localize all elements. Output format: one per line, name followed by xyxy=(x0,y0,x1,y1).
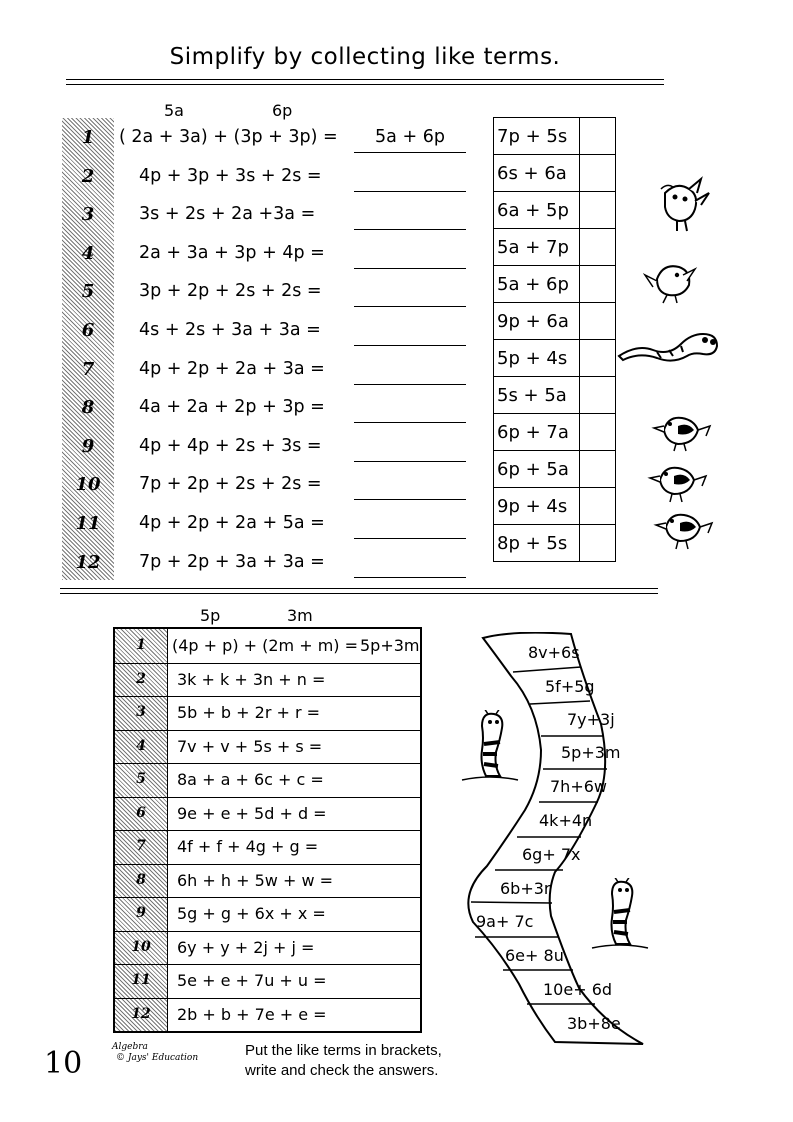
expression: 6h + h + 5w + w = xyxy=(177,870,334,890)
check-box[interactable] xyxy=(580,451,616,488)
row-number: 8 xyxy=(115,864,168,898)
expression: 4s + 2s + 3a + 3a = xyxy=(139,320,321,340)
row-number: 2 xyxy=(115,663,168,697)
row-number: 4 xyxy=(115,730,168,764)
instruction-line: Put the like terms in brackets, xyxy=(245,1042,442,1059)
answer-bank-row xyxy=(494,303,616,340)
bird-icon xyxy=(646,458,708,504)
answer-bank-row xyxy=(494,451,616,488)
row-number: 12 xyxy=(115,998,168,1032)
section-divider xyxy=(60,588,658,594)
snake-answer: 6e+ 8u xyxy=(505,946,564,965)
row-number: 3 xyxy=(81,204,95,226)
answer-bank-table xyxy=(493,117,616,562)
table-row xyxy=(115,830,420,865)
table-row xyxy=(115,964,420,999)
answer-bank-row xyxy=(494,229,616,266)
expression: 8a + a + 6c + c = xyxy=(177,770,324,789)
answer-line[interactable] xyxy=(354,229,466,230)
expression: 4a + 2a + 2p + 3p = xyxy=(139,397,325,418)
check-box[interactable] xyxy=(580,155,616,192)
answer-bank-row xyxy=(494,525,616,562)
table-row xyxy=(115,897,420,932)
worm-icon xyxy=(590,878,650,954)
answer-line[interactable] xyxy=(354,461,466,462)
expression: 4p + 4p + 2s + 3s = xyxy=(139,435,322,456)
expression: 7p + 2p + 2s + 2s = xyxy=(139,474,322,495)
instruction-line: write and check the answers. xyxy=(245,1062,439,1079)
answer-line[interactable] xyxy=(354,306,466,307)
row-number: 10 xyxy=(115,931,168,965)
check-box[interactable] xyxy=(580,229,616,266)
answer-line[interactable] xyxy=(354,422,466,423)
answer-bank-row xyxy=(494,266,616,303)
expression: 4p + 2p + 2a + 3a = xyxy=(139,358,325,379)
page-number: 10 xyxy=(44,1046,83,1081)
answer-bank-item: 6s + 6a xyxy=(494,155,580,192)
hint-term: 6p xyxy=(272,101,293,120)
snake-answer: 6b+3r xyxy=(500,879,551,898)
table-row xyxy=(115,763,420,798)
check-box[interactable] xyxy=(580,303,616,340)
check-box[interactable] xyxy=(580,118,616,155)
row-number: 11 xyxy=(115,964,168,998)
row-number: 7 xyxy=(81,358,95,380)
row-number: 11 xyxy=(75,513,101,534)
page-title: Simplify by collecting like terms. xyxy=(169,44,561,70)
expression: 7p + 2p + 3a + 3a = xyxy=(139,551,325,572)
expression: 9e + e + 5d + d = xyxy=(177,803,327,823)
answer-line[interactable] xyxy=(354,384,466,385)
answer-bank-item: 9p + 6a xyxy=(494,303,580,340)
title-divider xyxy=(66,79,664,85)
table-row xyxy=(115,998,420,1032)
check-box[interactable] xyxy=(580,192,616,229)
hint-term: 5a xyxy=(164,101,184,120)
instructions xyxy=(245,1041,442,1081)
exercise-table-2 xyxy=(113,627,422,1033)
row-number: 10 xyxy=(75,474,101,496)
credit-line: Algebra xyxy=(112,1042,148,1052)
snake-answer: 4k+4n xyxy=(539,811,593,830)
answer-bank-item: 6p + 7a xyxy=(494,414,580,451)
snake-answer: 6g+ 7x xyxy=(522,845,581,864)
check-box[interactable] xyxy=(580,377,616,414)
hint-term: 5p xyxy=(200,606,221,625)
row-number: 3 xyxy=(115,696,168,730)
snake-answer: 8v+6s xyxy=(528,643,580,662)
row-number: 6 xyxy=(115,797,168,831)
snake-answer: 7y+3j xyxy=(567,710,615,729)
table-row xyxy=(115,730,420,765)
row-number: 5 xyxy=(115,763,168,797)
table-row xyxy=(115,931,420,966)
expression: 4p + 2p + 2a + 5a = xyxy=(139,513,325,533)
answer-bank-row xyxy=(494,155,616,192)
expression: 7v + v + 5s + s = xyxy=(177,736,323,756)
expression: 5b + b + 2r + r = xyxy=(177,703,321,722)
answer-bank-item: 6a + 5p xyxy=(494,192,580,229)
hint-term: 3m xyxy=(287,606,313,625)
answer-bank-item: 5p + 4s xyxy=(494,340,580,377)
check-box[interactable] xyxy=(580,414,616,451)
snake-answer: 5f+5g xyxy=(545,677,595,696)
expression: ( 2a + 3a) + (3p + 3p) = xyxy=(119,127,338,147)
answer-bank-row xyxy=(494,488,616,525)
row-number: 2 xyxy=(81,165,95,187)
snake-answer: 7h+6w xyxy=(550,777,607,796)
bird-icon xyxy=(650,408,712,452)
snake-answer: 10e+ 6d xyxy=(543,980,613,999)
answer-bank-item: 7p + 5s xyxy=(494,118,580,155)
row-number: 1 xyxy=(115,629,168,663)
bird-icon xyxy=(652,505,714,551)
expression: 4f + f + 4g + g = xyxy=(177,837,319,856)
expression: 5g + g + 6x + x = xyxy=(177,904,326,923)
row-number: 1 xyxy=(81,127,95,148)
answer-text: 5a + 6p xyxy=(375,127,445,147)
row-number: 7 xyxy=(115,830,168,864)
worm-icon xyxy=(460,710,520,786)
answer-line[interactable] xyxy=(354,345,466,346)
answer-line[interactable] xyxy=(354,152,466,153)
expression: (4p + p) + (2m + m) = xyxy=(172,636,359,655)
row-number: 8 xyxy=(81,397,95,419)
answer-bank-item: 6p + 5a xyxy=(494,451,580,488)
answer-bank-item: 8p + 5s xyxy=(494,525,580,562)
answer-bank-row xyxy=(494,118,616,155)
row-number: 6 xyxy=(81,320,95,341)
answer-line[interactable] xyxy=(354,577,466,578)
number-column xyxy=(62,118,114,580)
expression: 3p + 2p + 2s + 2s = xyxy=(139,281,322,302)
row-number: 9 xyxy=(115,897,168,931)
answer-bank-row xyxy=(494,192,616,229)
snake-answer: 5p+3m xyxy=(561,743,621,762)
answer-bank-row xyxy=(494,377,616,414)
expression: 6y + y + 2j + j = xyxy=(177,937,315,957)
answer-line[interactable] xyxy=(354,191,466,192)
answer-bank-row xyxy=(494,340,616,377)
row-number: 9 xyxy=(81,435,95,457)
expression: 3k + k + 3n + n = xyxy=(177,669,326,689)
credit-line: © Jays' Education xyxy=(116,1053,199,1063)
answer-bank-item: 5a + 7p xyxy=(494,229,580,266)
check-box[interactable] xyxy=(580,340,616,377)
expression: 2a + 3a + 3p + 4p = xyxy=(139,242,325,263)
answer-line[interactable] xyxy=(354,268,466,269)
row-number: 5 xyxy=(81,281,95,303)
expression: 2b + b + 7e + e = xyxy=(177,1004,327,1024)
chick-icon xyxy=(655,175,715,235)
answer-bank-item: 5a + 6p xyxy=(494,266,580,303)
answer-line[interactable] xyxy=(354,499,466,500)
check-box[interactable] xyxy=(580,488,616,525)
answer-cell[interactable]: 5p+3m xyxy=(360,636,420,655)
table-row xyxy=(115,663,420,698)
expression: 5e + e + 7u + u = xyxy=(177,971,327,990)
credit xyxy=(112,1042,198,1064)
table-row xyxy=(115,629,420,664)
worm-icon xyxy=(617,322,722,364)
check-box[interactable] xyxy=(580,525,616,562)
row-number: 4 xyxy=(81,242,95,264)
answer-line[interactable] xyxy=(354,538,466,539)
table-row xyxy=(115,864,420,899)
expression: 3s + 2s + 2a +3a = xyxy=(139,204,316,225)
snake-answer: 3b+8e xyxy=(567,1014,621,1033)
answer-bank-item: 9p + 4s xyxy=(494,488,580,525)
row-number: 12 xyxy=(75,551,101,573)
snake-answer: 9a+ 7c xyxy=(476,912,534,931)
table-row xyxy=(115,696,420,731)
check-box[interactable] xyxy=(580,266,616,303)
expression: 4p + 3p + 3s + 2s = xyxy=(139,165,322,186)
bird-icon xyxy=(643,255,703,305)
table-row xyxy=(115,797,420,832)
answer-bank-item: 5s + 5a xyxy=(494,377,580,414)
answer-bank-row xyxy=(494,414,616,451)
